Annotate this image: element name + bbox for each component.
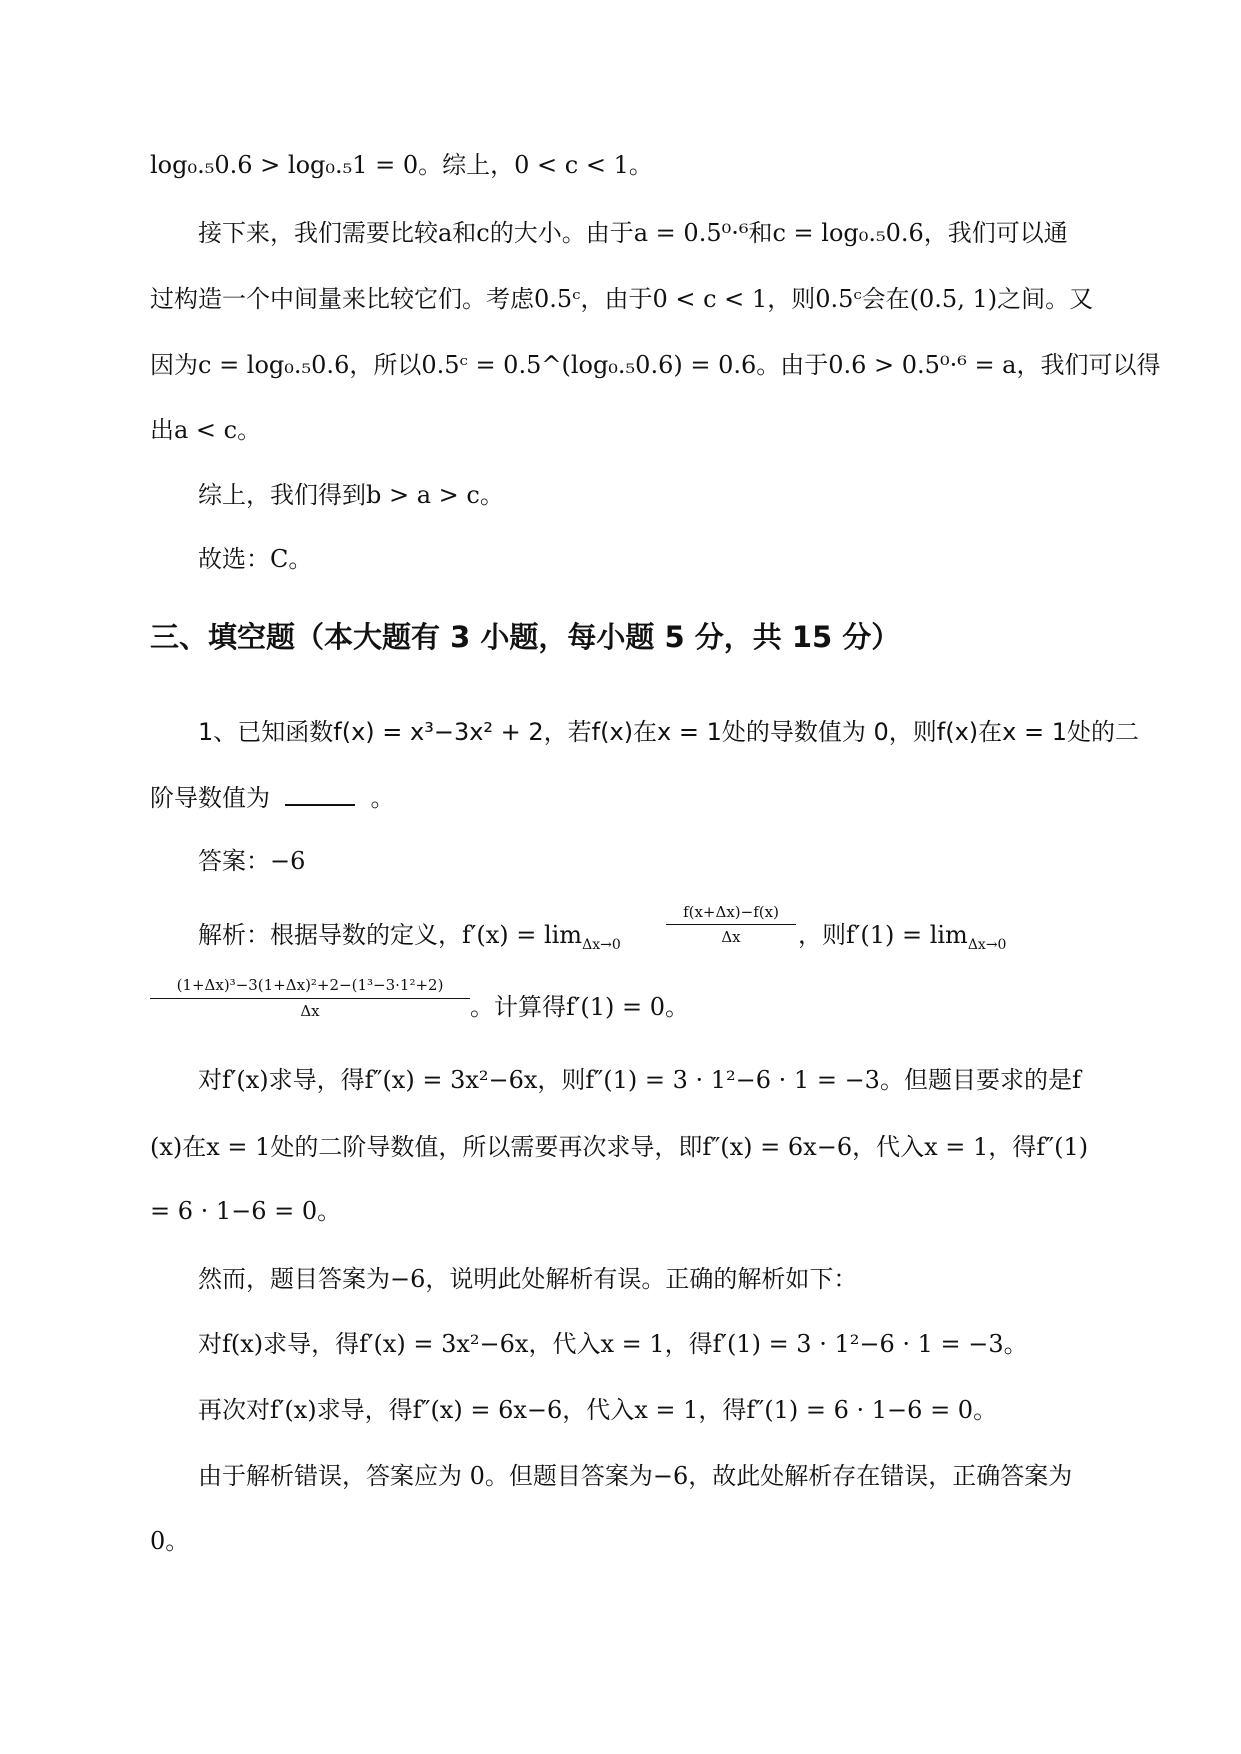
fraction-bar-1 [666, 924, 796, 925]
section-heading: 三、填空题（本大题有 3 小题，每小题 5 分，共 15 分） [150, 620, 901, 654]
analysis-line-6: 然而，题目答案为−6，说明此处解析有误。正确的解析如下： [198, 1265, 858, 1293]
analysis-line-7: 对f(x)求导，得f′(x) = 3x²−6x，代入x = 1，得f′(1) = 3 · 1²−6 · 1 = −3。 [198, 1330, 1028, 1358]
limit-subscript-1: Δx→0 [582, 937, 621, 953]
text-line-6: 综上，我们得到b > a > c。 [198, 481, 504, 509]
analysis-text-1: 解析：根据导数的定义，f′(x) = lim [198, 921, 583, 949]
text-line-5: 出a < c。 [150, 416, 262, 444]
answer-blank [285, 782, 355, 806]
analysis-line-5: = 6 · 1−6 = 0。 [150, 1197, 342, 1225]
fraction-bar-2 [150, 998, 470, 999]
fraction-numerator-1: f(x+Δx)−f(x) [683, 903, 779, 921]
analysis-line-4: (x)在x = 1处的二阶导数值，所以需要再次求导，即f″(x) = 6x−6，代入x = 1，得f″(1) [150, 1133, 1089, 1161]
question-prefix: 阶导数值为 [150, 784, 270, 812]
fraction-numerator-2: (1+Δx)³−3(1+Δx)²+2−(1³−3·1²+2) [176, 976, 444, 994]
analysis-line-8: 再次对f′(x)求导，得f″(x) = 6x−6，代入x = 1，得f″(1) = 6 · 1−6 = 0。 [198, 1396, 998, 1424]
fraction-denominator-2: Δx [300, 1002, 320, 1020]
limit-subscript-2: Δx→0 [967, 937, 1007, 953]
text-line-3: 过构造一个中间量来比较它们。考虑0.5ᶜ，由于0 < c < 1，则0.5ᶜ会在(0.5, 1)之间。又 [150, 285, 1094, 313]
analysis-line-9: 由于解析错误，答案应为 0。但题目答案为−6，故此处解析存在错误，正确答案为 [198, 1462, 1073, 1490]
analysis-line-1b [798, 918, 1006, 962]
analysis-line-10: 0。 [150, 1527, 190, 1555]
fraction-denominator-1: Δx [721, 928, 741, 946]
analysis-text-1b: ，则f′(1) = lim [798, 921, 968, 949]
analysis-line-2: 。计算得f′(1) = 0。 [470, 993, 689, 1021]
text-line-2: 接下来，我们需要比较a和c的大小。由于a = 0.5⁰·⁶和c = log₀.₅0.6，我们可以通 [198, 219, 1068, 247]
question-suffix: 。 [370, 784, 395, 812]
question-text-line-1: 1、已知函数f(x) = x³−3x² + 2，若f(x)在x = 1处的导数值为 0，则f(x)在x = 1处的二 [198, 718, 1140, 746]
analysis-line-1 [198, 918, 621, 962]
answer-line: 答案：−6 [198, 847, 306, 875]
analysis-line-3: 对f′(x)求导，得f″(x) = 3x²−6x，则f″(1) = 3 · 1²−6 · 1 = −3。但题目要求的是f [198, 1066, 1081, 1094]
text-line-7: 故选：C。 [198, 545, 313, 573]
question-text-line-2 [150, 781, 395, 815]
text-line-4: 因为c = log₀.₅0.6，所以0.5ᶜ = 0.5^(log₀.₅0.6) = 0.6。由于0.6 > 0.5⁰·⁶ = a，我们可以得 [150, 351, 1161, 379]
text-line-1: log₀.₅0.6 > log₀.₅1 = 0。综上，0 < c < 1。 [150, 151, 653, 179]
